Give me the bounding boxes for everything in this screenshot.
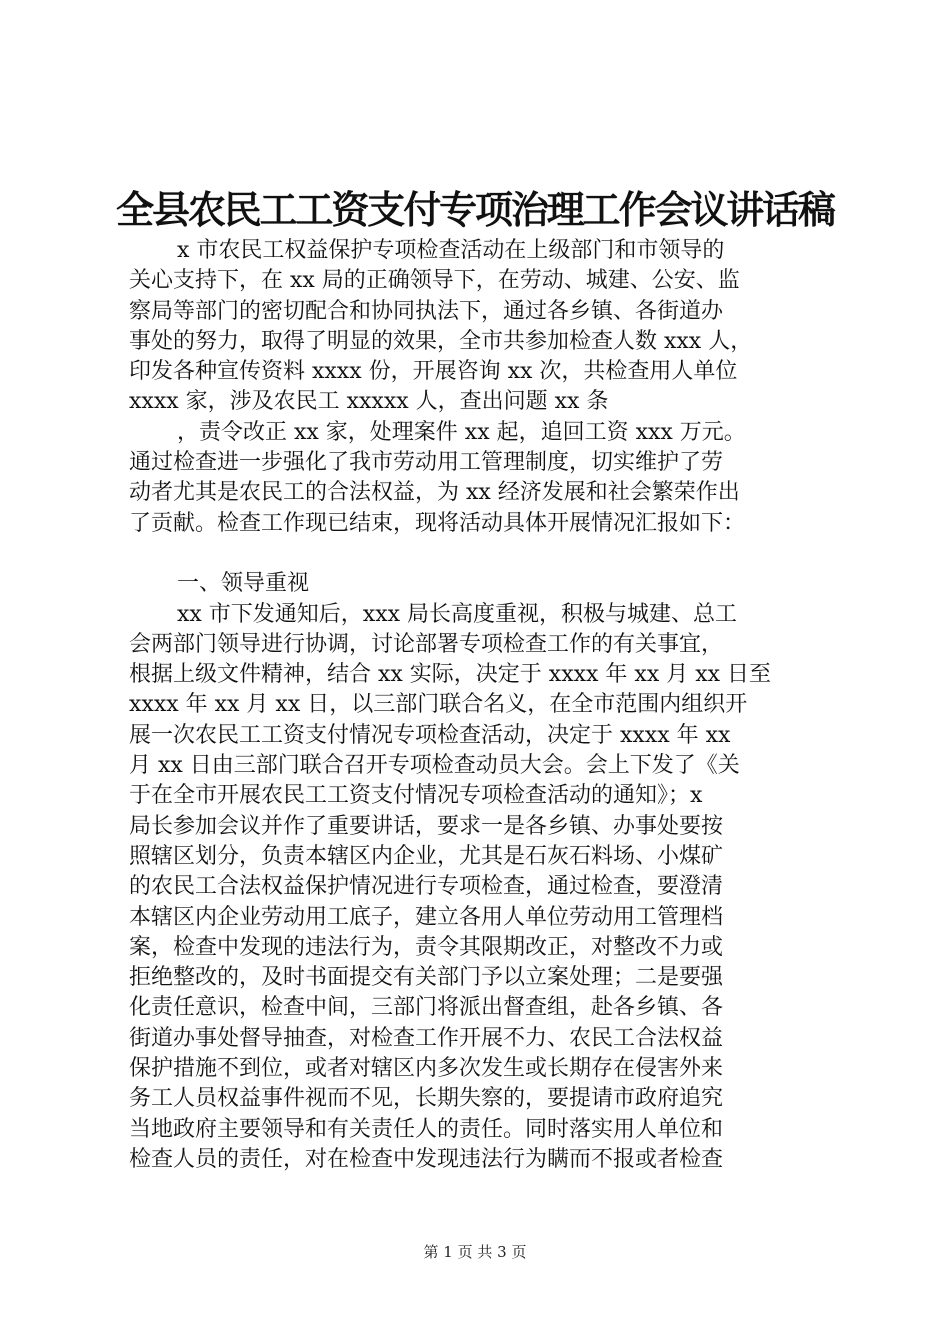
body-line: 关心支持下，在 xx 局的正确领导下，在劳动、城建、公安、监	[129, 268, 740, 294]
body-line: 展一次农民工工资支付情况专项检查活动，决定于 xxxx 年 xx	[129, 722, 731, 748]
body-line: 街道办事处督导抽查，对检查工作开展不力、农民工合法权益	[129, 1025, 724, 1051]
body-line: 检查人员的责任，对在检查中发现违法行为瞒而不报或者检查	[129, 1146, 724, 1172]
document-body	[129, 236, 829, 1175]
blank-line	[129, 539, 829, 569]
body-line: 察局等部门的密切配合和协同执法下，通过各乡镇、各街道办	[129, 298, 724, 324]
body-line: 印发各种宣传资料 xxxx 份，开展咨询 xx 次，共检查用人单位	[129, 359, 738, 385]
document-title: 全县农民工工资支付专项治理工作会议讲话稿	[116, 187, 834, 232]
body-line: 于在全市开展农民工工资支付情况专项检查活动的通知》；x	[129, 783, 703, 809]
body-line: ，责令改正 xx 家，处理案件 xx 起，追回工资 xxx 万元。	[177, 419, 746, 445]
body-line: 了贡献。检查工作现已结束，现将活动具体开展情况汇报如下：	[129, 510, 746, 536]
body-line: xxxx 家，涉及农民工 xxxxx 人，查出问题 xx 条	[129, 389, 609, 415]
body-line: 保护措施不到位，或者对辖区内多次发生或长期存在侵害外来	[129, 1056, 724, 1082]
body-line: 当地政府主要领导和有关责任人的责任。同时落实用人单位和	[129, 1116, 724, 1142]
body-line: 事处的努力，取得了明显的效果，全市共参加检查人数 xxx 人，	[129, 328, 753, 354]
body-line: 会两部门领导进行协调，讨论部署专项检查工作的有关事宜，	[129, 631, 724, 657]
body-line: 化责任意识，检查中间，三部门将派出督查组，赴各乡镇、各	[129, 995, 724, 1021]
page-footer: 第 1 页 共 3 页	[423, 1243, 527, 1261]
section-heading: 一、领导重视	[177, 571, 310, 597]
body-line: 务工人员权益事件视而不见，长期失察的，要提请市政府追究	[129, 1086, 724, 1112]
body-line: 案，检查中发现的违法行为，责令其限期改正，对整改不力或	[129, 934, 724, 960]
body-line: 动者尤其是农民工的合法权益，为 xx 经济发展和社会繁荣作出	[129, 480, 740, 506]
body-line: 本辖区内企业劳动用工底子，建立各用人单位劳动用工管理档	[129, 904, 724, 930]
body-line: 根据上级文件精神，结合 xx 实际，决定于 xxxx 年 xx 月 xx 日至	[129, 662, 772, 688]
body-line: xxxx 年 xx 月 xx 日，以三部门联合名义，在全市范围内组织开	[129, 692, 748, 718]
body-line: 照辖区划分，负责本辖区内企业，尤其是石灰石料场、小煤矿	[129, 843, 724, 869]
body-line: 通过检查进一步强化了我市劳动用工管理制度，切实维护了劳	[129, 450, 724, 476]
body-line: xx 市下发通知后，xxx 局长高度重视，积极与城建、总工	[177, 601, 738, 627]
body-line: 拒绝整改的，及时书面提交有关部门予以立案处理；二是要强	[129, 965, 724, 991]
body-line: x 市农民工权益保护专项检查活动在上级部门和市领导的	[177, 238, 725, 263]
body-line: 的农民工合法权益保护情况进行专项检查，通过检查，要澄清	[129, 874, 724, 900]
body-line: 月 xx 日由三部门联合召开专项检查动员大会。会上下发了《关	[129, 753, 740, 779]
body-line: 局长参加会议并作了重要讲话，要求一是各乡镇、办事处要按	[129, 813, 724, 839]
